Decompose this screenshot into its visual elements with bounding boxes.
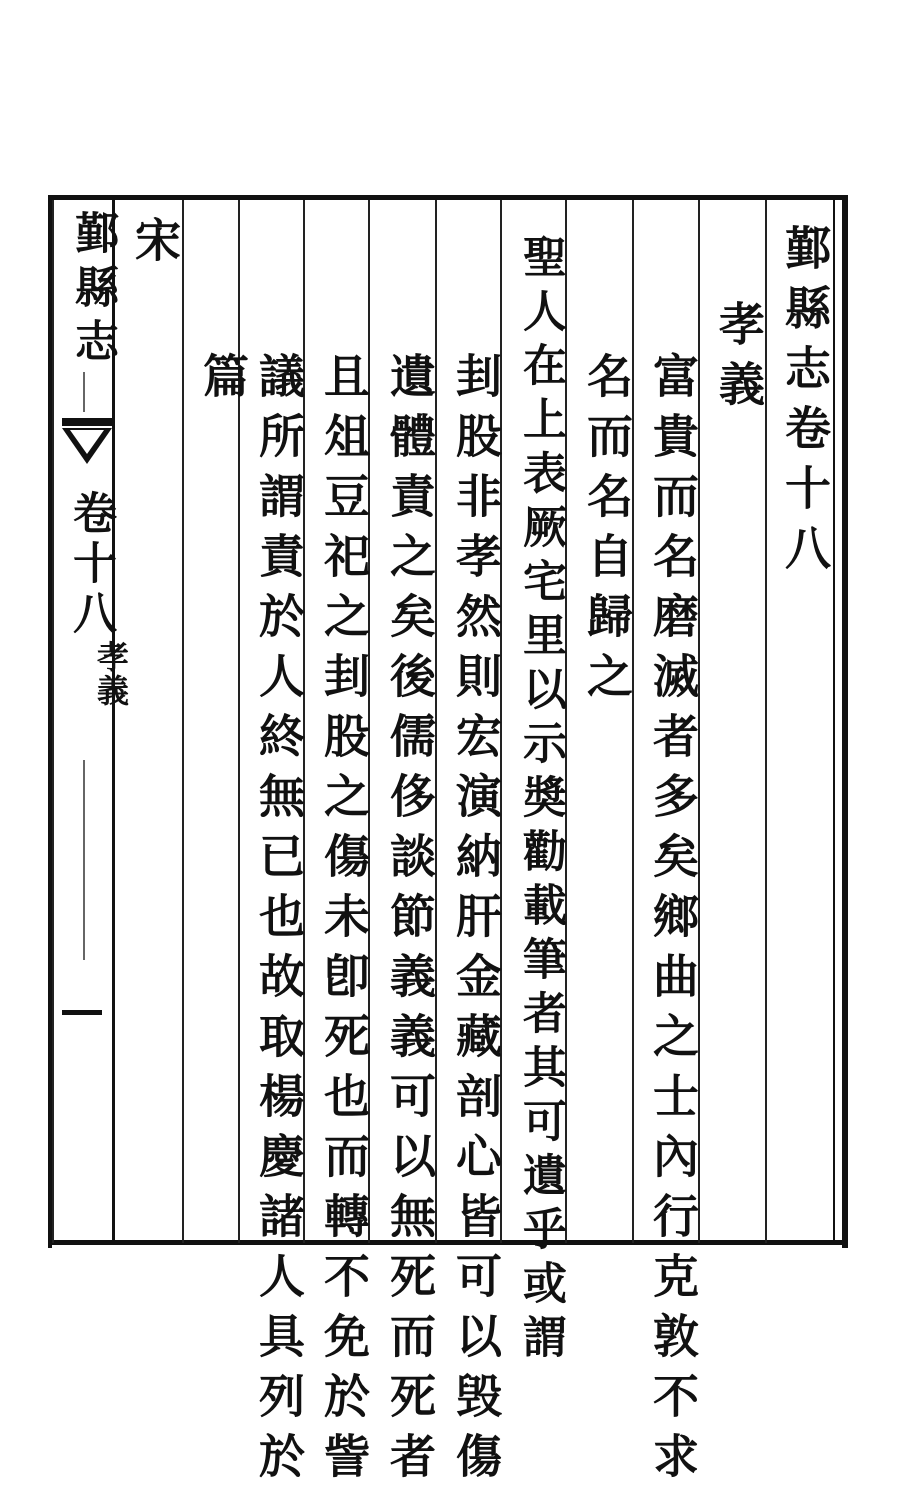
text-column-5: 遺體責之矣後儒侈談節義義可以無死而死者	[383, 352, 437, 1492]
banxin-section-name: 孝義	[92, 640, 130, 708]
text-column-8: 篇	[196, 352, 250, 412]
column-rule	[182, 200, 184, 1243]
text-column-3: 聖人在上表厥宅里以示奬勸載筆者其可遺乎或謂	[515, 234, 566, 1368]
frame-right-outer-rule	[842, 195, 848, 1248]
volume-title: 鄞縣志卷十八	[778, 224, 832, 584]
banxin-left-rule	[52, 200, 54, 1243]
text-column-6: 且俎豆祀之刲股之傷未卽死也而轉不免於訾	[317, 352, 371, 1492]
banxin-juan-number: 卷十八	[65, 490, 116, 640]
banxin-book-title: 鄞縣志	[67, 210, 118, 372]
text-column-4: 刲股非孝然則宏演納肝金藏剖心皆可以毁傷	[449, 352, 503, 1492]
text-column-2: 名而名自歸之	[580, 352, 634, 712]
text-column-7: 議所謂責於人終無已也故取楊慶諸人具列於	[252, 352, 306, 1492]
text-column-1: 富貴而名磨滅者多矣鄉曲之士內行克敦不求	[646, 352, 700, 1492]
banxin-dash-rule	[83, 372, 85, 412]
dynasty-marker: 宋	[128, 216, 182, 276]
fishtail-ornament	[62, 418, 112, 484]
category-heading: 孝義	[712, 300, 766, 420]
banxin-dash-rule-lower	[83, 760, 85, 960]
banxin-leaf-number	[62, 1010, 102, 1015]
